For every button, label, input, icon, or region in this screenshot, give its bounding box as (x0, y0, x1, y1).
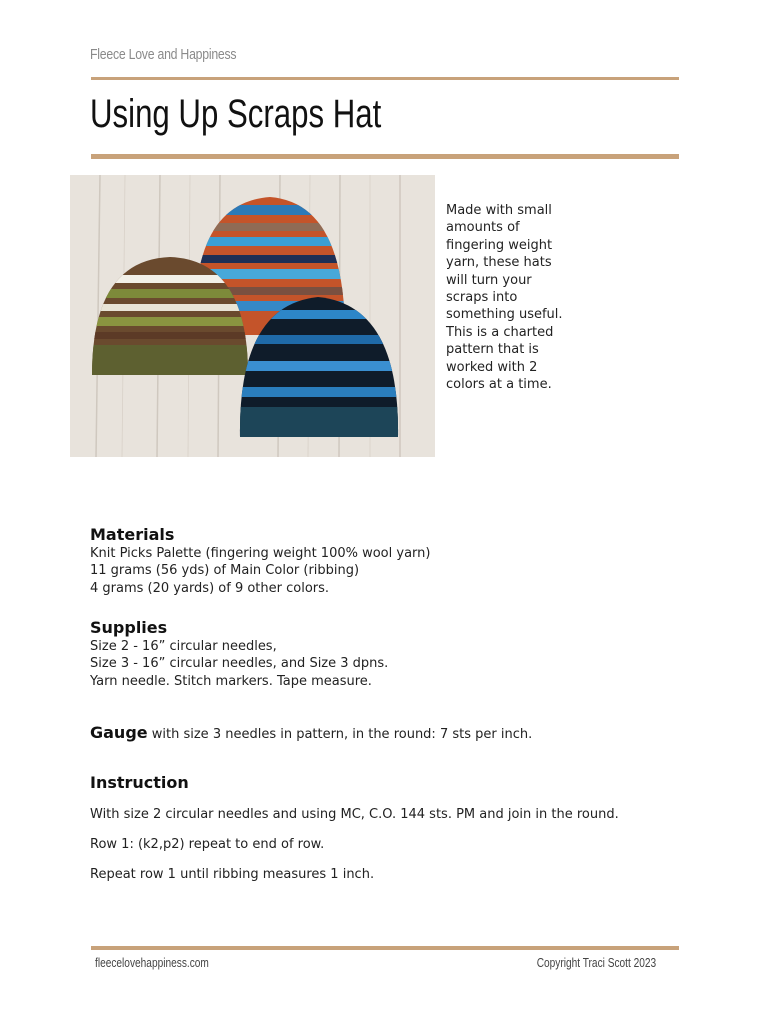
hats-photo (70, 175, 435, 457)
instruction-step: Repeat row 1 until ribbing measures 1 inch. (90, 867, 375, 882)
supplies-heading: Supplies (90, 618, 168, 637)
gauge-text: with size 3 needles in pattern, in the round: 7 sts per inch. (151, 727, 533, 742)
instruction-heading: Instruction (90, 773, 189, 792)
page-title: Using Up Scraps Hat (90, 92, 382, 136)
instruction-step: Row 1: (k2,p2) repeat to end of row. (90, 837, 325, 852)
footer-website: fleecelovehappiness.com (95, 955, 209, 970)
materials-heading: Materials (90, 525, 175, 544)
brand-name: Fleece Love and Happiness (90, 46, 237, 63)
header-rule-bottom (91, 154, 679, 159)
supplies-list (90, 638, 388, 690)
intro-text: Made with small amounts of fingering weight yarn, these hats will turn your scraps into something useful. This is a charted pattern that is worked with 2 colors at a time. (446, 203, 563, 393)
supplies-line: Yarn needle. Stitch markers. Tape measure. (90, 673, 372, 689)
supplies-line: Size 3 - 16” circular needles, and Size 3 dpns. (90, 656, 389, 672)
materials-line: 4 grams (20 yards) of 9 other colors. (90, 580, 330, 596)
materials-list (90, 545, 430, 597)
gauge-line (90, 723, 532, 742)
gauge-heading: Gauge (90, 723, 148, 742)
supplies-line: Size 2 - 16” circular needles, (90, 639, 277, 654)
materials-line: Knit Picks Palette (fingering weight 100% wool yarn) (90, 546, 431, 561)
materials-line: 11 grams (56 yds) of Main Color (ribbing) (90, 563, 360, 579)
footer-copyright: Copyright Traci Scott 2023 (536, 955, 656, 970)
instruction-step: With size 2 circular needles and using MC, C.O. 144 sts. PM and join in the round. (90, 807, 619, 822)
footer-rule (91, 946, 679, 950)
header-rule-top (91, 77, 679, 80)
